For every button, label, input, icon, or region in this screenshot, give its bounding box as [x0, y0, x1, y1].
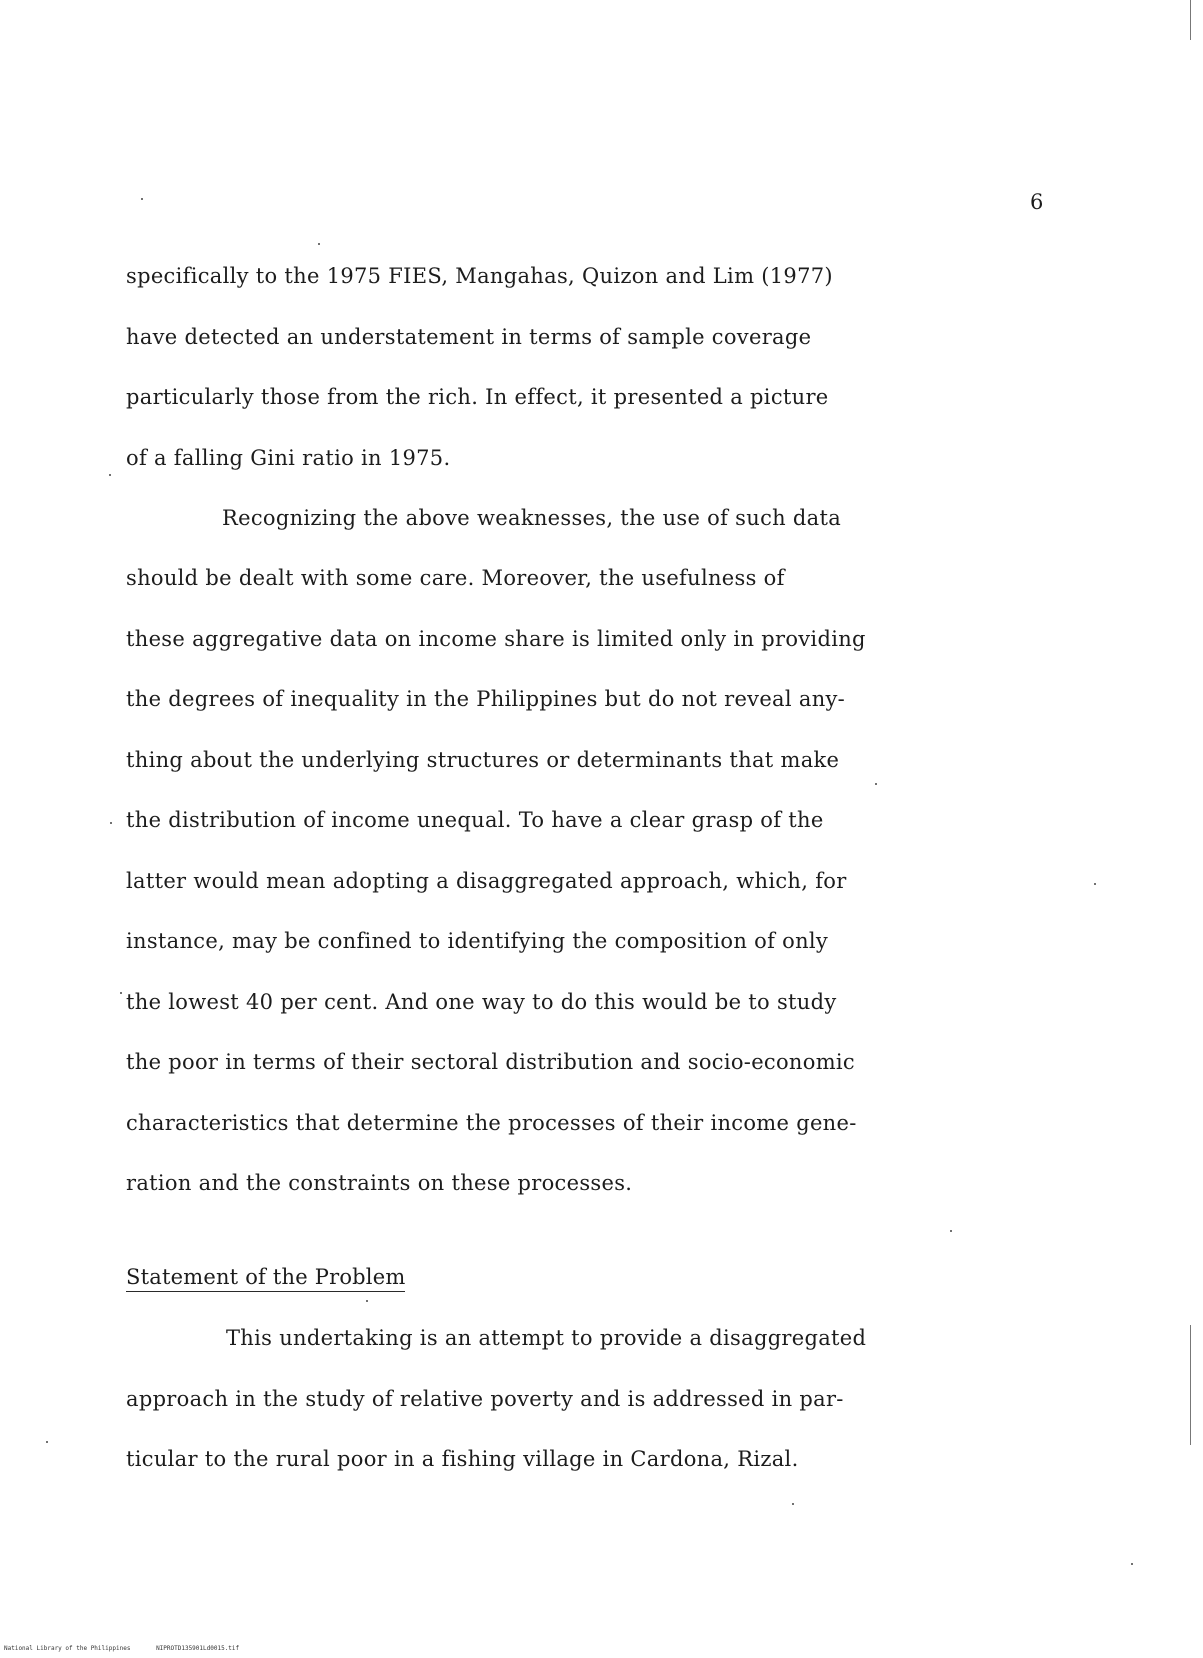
text-line: the degrees of inequality in the Philippines but do not reveal any-: [126, 687, 846, 711]
text-line: the distribution of income unequal. To have a clear grasp of the: [126, 808, 824, 832]
section-heading: Statement of the Problem: [126, 1265, 405, 1292]
text-line: ration and the constraints on these processes.: [126, 1171, 633, 1195]
scan-speck: [1131, 1563, 1133, 1565]
scan-speck: [120, 992, 122, 994]
text-line: This undertaking is an attempt to provide a disaggregated: [226, 1326, 867, 1350]
text-line: these aggregative data on income share is limited only in providing: [126, 627, 866, 651]
text-line: ticular to the rural poor in a fishing village in Cardona, Rizal.: [126, 1447, 799, 1471]
text-line: the poor in terms of their sectoral distribution and socio-economic: [126, 1050, 855, 1074]
scan-speck: [950, 1230, 952, 1232]
text-line: particularly those from the rich. In effect, it presented a picture: [126, 385, 829, 409]
text-line: characteristics that determine the processes of their income gene-: [126, 1111, 857, 1135]
scan-speck: [110, 822, 112, 824]
scan-speck: [1094, 883, 1096, 885]
scan-speck: [792, 1503, 794, 1505]
text-line: have detected an understatement in terms of sample coverage: [126, 325, 812, 349]
text-line: Recognizing the above weaknesses, the use of such data: [222, 506, 842, 530]
scan-speck: [366, 1300, 368, 1302]
scan-edge-mark: [1190, 1325, 1191, 1445]
scan-edge-mark: [1190, 0, 1191, 40]
scan-speck: [318, 243, 320, 245]
scan-speck: [875, 783, 877, 785]
text-line: specifically to the 1975 FIES, Mangahas, Quizon and Lim (1977): [126, 264, 833, 288]
footer-file-id: NIPROTD135901Ld0015.tif: [156, 1645, 240, 1652]
footer-library: National Library of the Philippines: [4, 1645, 131, 1652]
text-line: should be dealt with some care. Moreover, the usefulness of: [126, 566, 785, 590]
text-line: thing about the underlying structures or determinants that make: [126, 748, 840, 772]
scan-speck: [109, 474, 111, 476]
scan-speck: [141, 198, 143, 200]
page-number: 6: [1030, 190, 1044, 214]
text-line: approach in the study of relative poverty and is addressed in par-: [126, 1387, 844, 1411]
text-line: the lowest 40 per cent. And one way to do this would be to study: [126, 990, 837, 1014]
text-line: latter would mean adopting a disaggregated approach, which, for: [126, 869, 847, 893]
text-line: of a falling Gini ratio in 1975.: [126, 446, 451, 470]
scan-footer: [4, 1645, 261, 1652]
text-line: instance, may be confined to identifying the composition of only: [126, 929, 829, 953]
scan-speck: [46, 1441, 48, 1443]
